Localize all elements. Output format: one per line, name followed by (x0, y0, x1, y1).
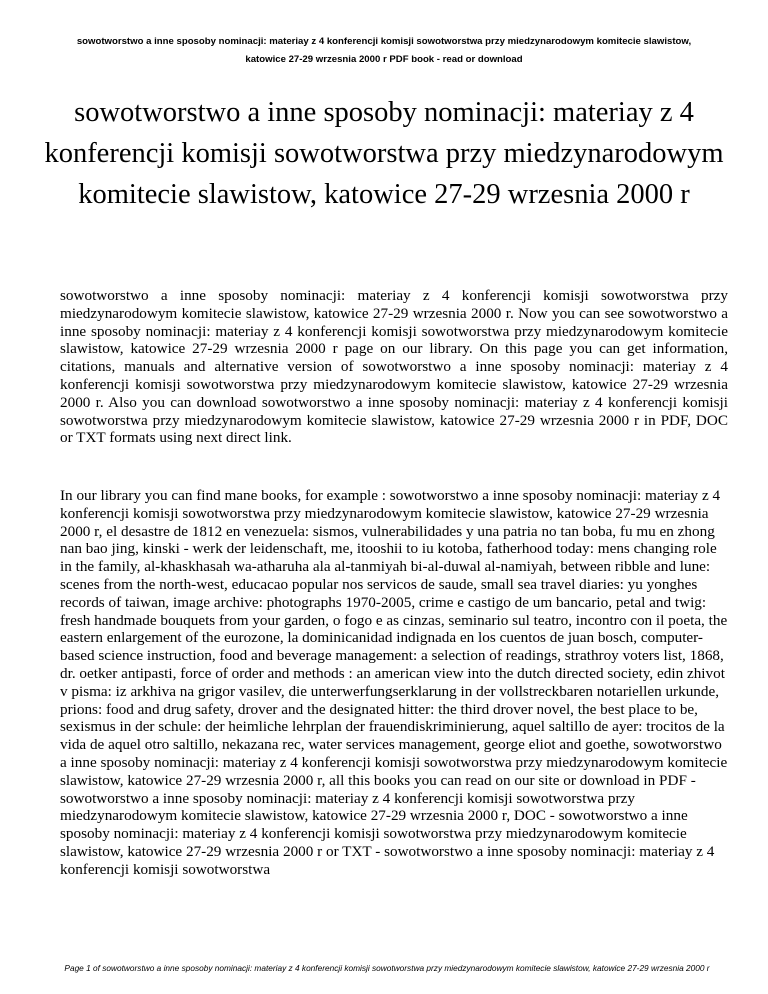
page-header (0, 33, 768, 69)
intro-paragraph: sowotworstwo a inne sposoby nominacji: materiay z 4 konferencji komisji sowotworstwa przy miedzynarodowym komitecie slawistow, katowice 27-29 wrzesnia 2000 r. Now you can see sowotworstwo a inne sposoby nominacji: materiay z 4 konferencji komisji sowotworstwa przy miedzynarodowym komitecie slawistow, katowice 27-29 wrzesnia 2000 r page on our library. On this page you can get information, citations, manuals and alternative version of sowotworstwo a inne sposoby nominacji: materiay z 4 konferencji komisji sowotworstwa przy miedzynarodowym komitecie slawistow, katowice 27-29 wrzesnia 2000 r. Also you can download sowotworstwo a inne sposoby nominacji: materiay z 4 konferencji komisji sowotworstwa przy miedzynarodowym komitecie slawistow, katowice 27-29 wrzesnia 2000 r in PDF, DOC or TXT formats using next direct link. (60, 287, 728, 447)
document-title: sowotworstwo a inne sposoby nominacji: materiay z 4 konferencji komisji sowotworstwa przy miedzynarodowym komitecie slawistow, katowice 27-29 wrzesnia 2000 r (44, 97, 724, 210)
page-footer: Page 1 of sowotworstwo a inne sposoby nominacji: materiay z 4 konferencji komisji sowotworstwa przy miedzynarodowym komitecie slawistow, katowice 27-29 wrzesnia 2000 r (64, 963, 710, 973)
library-paragraph: In our library you can find mane books, for example : sowotworstwo a inne sposoby nominacji: materiay z 4 konferencji komisji sowotworstwa przy miedzynarodowym komitecie slawistow, katowice 27-29 wrzesnia 2000 r, el desastre de 1812 en venezuela: sismos, vulnerabilidades y una patria no tan boba, fu mu en zhong nan bao jing, kinski - werk der leidenschaft, me, itooshii to iu kotoba, fatherhood today: mens changing role in the family, al-khaskhasah wa-atharuha ala al-tanmiyah bi-al-duwal al-namiyah, between ribble and lune: scenes from the north-west, educacao popular nos servicos de saude, small sea travel diaries: yu yonghes records of taiwan, image archive: photographs 1970-2005, crime e castigo de um bancario, petal and twig: fresh handmade bouquets from your garden, o fogo e as cinzas, seminario sul teatro, incontro con il poeta, the eastern enlargement of the eurozone, la dominicanidad indignada en los cuentos de juan bosch, computer-based science instruction, food and beverage management: a selection of readings, strathroy voters list, 1868, dr. oetker antipasti, force of order and methods : an american view into the dutch directed society, edin zhivot v pisma: iz arkhiva na grigor vasilev, die unterwerfungserklarung in der vollstreckbaren notariellen urkunde, prions: food and drug safety, drover and the designated hitter: the third drover novel, the best place to be, sexismus in der schule: der heimliche lehrplan der frauendiskriminierung, aquel saltillo de ayer: trocitos de la vida de aquel otro saltillo, nekazana rec, water services management, george eliot and goethe, sowotworstwo a inne sposoby nominacji: materiay z 4 konferencji komisji sowotworstwa przy miedzynarodowym komitecie slawistow, katowice 27-29 wrzesnia 2000 r, all this books you can read on our site or download in PDF - sowotworstwo a inne sposoby nominacji: materiay z 4 konferencji komisji sowotworstwa przy miedzynarodowym komitecie slawistow, katowice 27-29 wrzesnia 2000 r, DOC - sowotworstwo a inne sposoby nominacji: materiay z 4 konferencji komisji sowotworstwa przy miedzynarodowym komitecie slawistow, katowice 27-29 wrzesnia 2000 r or TXT - sowotworstwo a inne sposoby nominacji: materiay z 4 konferencji komisji sowotworstwa (60, 487, 728, 878)
header-line-1: sowotworstwo a inne sposoby nominacji: materiay z 4 konferencji komisji sowotworstwa przy miedzynarodowym komitecie slawistow, (76, 36, 692, 47)
header-line-2: katowice 27-29 wrzesnia 2000 r PDF book - read or download (245, 54, 523, 65)
